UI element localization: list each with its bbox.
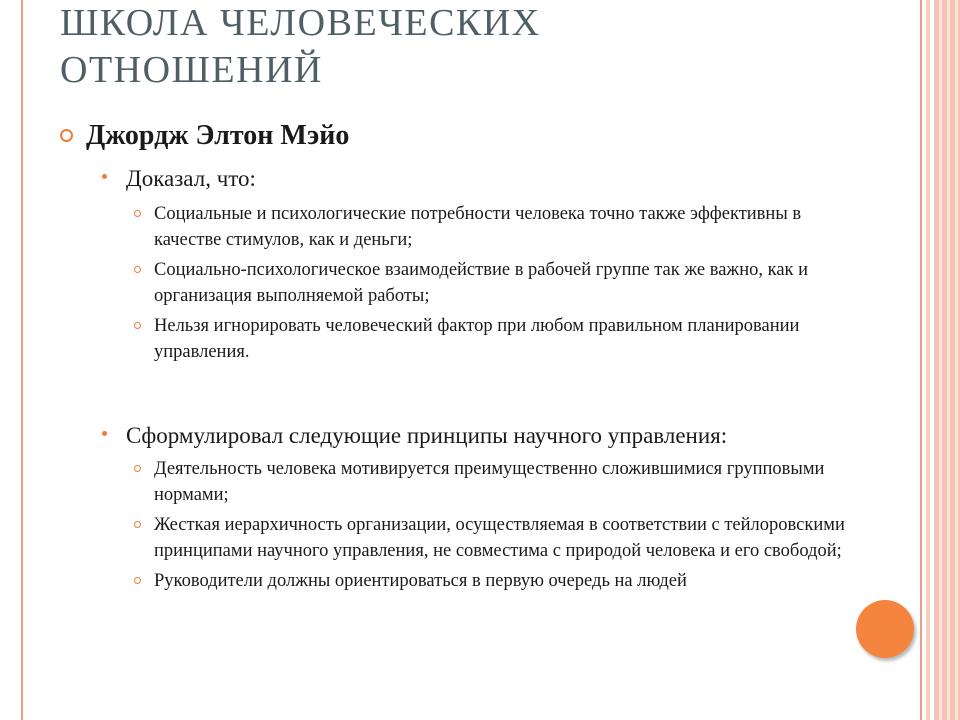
dot-bullet-icon [102, 431, 107, 436]
slide-frame-right-line [920, 0, 922, 720]
list-item [60, 457, 860, 508]
border-stripe-band [934, 0, 960, 720]
slide-frame-left-line [21, 0, 23, 720]
section2-bullet [60, 421, 860, 451]
section1-label: Доказал, что: [126, 166, 256, 191]
list-item-text: Руководители должны ориентироваться в первую очередь на людей [154, 571, 687, 591]
small-ring-bullet-icon [134, 322, 141, 329]
slide-title-line2: ОТНОШЕНИЙ [60, 49, 323, 91]
list-item-text: Социально-психологическое взаимодействие в рабочей группе так же важно, как и организация выполняемой работы; [154, 260, 809, 306]
dot-bullet-icon [102, 174, 107, 179]
small-ring-bullet-icon [134, 210, 141, 217]
list-item [60, 202, 860, 253]
list-item [60, 258, 860, 309]
list-item-text: Социальные и психологические потребности человека точно также эффективны в качестве стимулов, как и деньги; [154, 204, 802, 250]
slide-content [60, 112, 860, 595]
list-item [60, 569, 860, 595]
section2-label: Сформулировал следующие принципы научного управления: [126, 423, 728, 448]
list-item-text: Деятельность человека мотивируется преимущественно сложившимися групповыми нормами; [154, 459, 825, 505]
small-ring-bullet-icon [134, 266, 141, 273]
border-stripe-edge [926, 0, 930, 720]
list-item [60, 513, 860, 564]
section1-bullet [60, 164, 860, 194]
list-item-text: Жесткая иерархичность организации, осуществляемая в соответствии с тейлоровскими принципами научного управления, не совместима с природой человека и его свободой; [154, 515, 845, 561]
small-ring-bullet-icon [134, 577, 141, 584]
heading-text: Джордж Элтон Мэйо [86, 120, 350, 151]
decorative-orange-circle [856, 600, 914, 658]
slide-title-line1: ШКОЛА ЧЕЛОВЕЧЕСКИХ [60, 2, 541, 44]
list-item [60, 314, 860, 365]
heading-bullet [60, 112, 860, 160]
list-item-text: Нельзя игнорировать человеческий фактор при любом правильном планировании управления. [154, 316, 800, 362]
small-ring-bullet-icon [134, 465, 141, 472]
slide-title [60, 0, 880, 94]
ring-bullet-icon [60, 129, 73, 142]
small-ring-bullet-icon [134, 521, 141, 528]
